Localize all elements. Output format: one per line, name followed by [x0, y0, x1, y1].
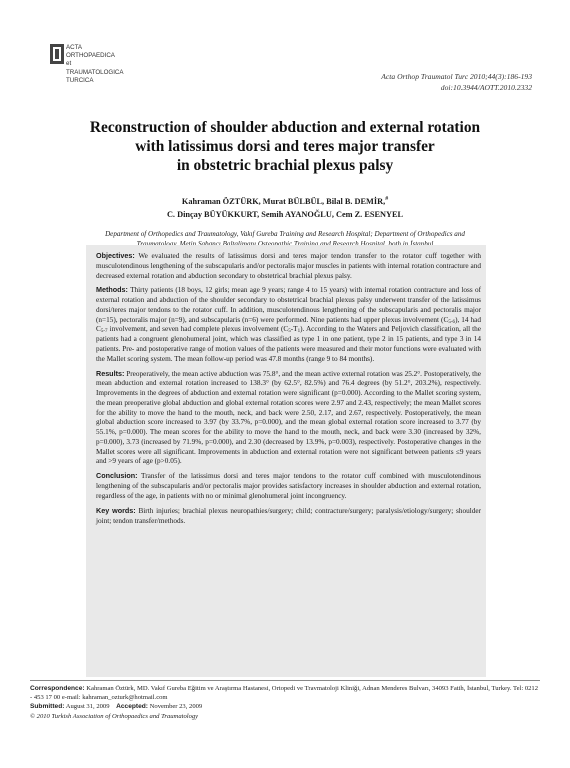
- methods-text: Thirty patients (18 boys, 12 girls; mean age 9 years; range 4 to 15 years) with internal rotation contracture and loss of external rotation and abduction of the shoulder secondary to obstetrical brachial plexus palsy underwent transfer of the latissimus dorsi/teres major tendons to the rotator cuff. In addition, musculotendinous lengthening of the subscapularis and pectoralis major (n=15), pectoralis major (n=9), and subscapularis (n=6) were performed. Nine patients had upper plexus involvement (C: [96, 286, 481, 324]
- logo-line: TURCICA: [66, 76, 94, 84]
- journal-citation: [381, 72, 532, 93]
- title-line-2: with latissimus dorsi and teres major transfer: [135, 138, 435, 155]
- abstract-objectives: [96, 251, 481, 281]
- methods-text: ), 14 had C: [96, 315, 481, 334]
- keywords-heading: Key words:: [96, 505, 136, 515]
- conclusion-text: Transfer of the latissimus dorsi and teres major tendons to the rotator cuff combined with musculotendinous lengthening of the subscapularis and/or pectoralis major provides satisfactory increases in shoulder abduction and external rotation, regardless of the age, in patients with no or minimal glenohumeral joint incongruency.: [96, 472, 482, 500]
- results-text: Preoperatively, the mean active abduction was 75.8°, and the mean active external rotation was 25.2°. Postoperatively, the mean abduction and external rotation increased to 138.3° (by 62.5°, 82.5%) and 76.4 degrees (by 51.2°, 203.2%), respectively. Improvements in the degrees of abduction and external rotation were significant (p=0.000). According to the Mallet scoring system, the mean preoperative global abduction and global external rotation scores were 2.97 and 2.43, respectively; the mean Mallet scores for the ability to move the hand to the mouth, neck, and back were 2.50, 2.17, and 2.67, respectively. Postoperatively, the mean global abduction score increased to 3.97 (by 33.7%, p=0.000), and the mean global external rotation score increased to 3.77 (by 55.1%, p=0.000). The mean scores for the ability to move the hand to the mouth, neck, and back were 3.30 (increased by 32%, p=0.000), 3.73 (increased by 71.9%, p=0.000), and 2.30 (decreased by 13.9%, p=0.003), respectively. Postoperative changes in the Mallet scores were all significant. Improvements in abduction and external rotation were not significant between patients ≤9 years and >9 years of age (p>0.05).: [96, 369, 482, 466]
- authors-line-2: C. Dinçay BÜYÜKKURT, Semih AYANOĞLU, Cem Z. ESENYEL: [166, 209, 404, 219]
- objectives-heading: Objectives:: [96, 251, 135, 260]
- methods-sub: 1: [297, 328, 301, 335]
- abstract-methods: [96, 285, 481, 364]
- title-line-3: in obstetric brachial plexus palsy: [176, 157, 394, 174]
- copyright: © 2010 Turkish Association of Orthopaedics and Traumatology: [30, 712, 199, 720]
- doi-line: doi:10.3944/AOTT.2010.2332: [440, 82, 532, 92]
- journal-logo-icon: [50, 44, 64, 64]
- logo-line: et: [66, 60, 72, 68]
- author-footnote-mark: #: [385, 196, 389, 203]
- objectives-text: We evaluated the results of latissimus dorsi and teres major tendon transfer to the rotator cuff together with musculotendinous lengthening of the subscapularis and/or pectoralis major muscles in patients with internal rotation contracture and decreased external rotation and abduction secondary to obstetrical brachial plexus palsy.: [96, 252, 481, 280]
- author-list: [0, 196, 570, 221]
- affiliation-line-1: Department of Orthopedics and Traumatology, Vakıf Gureba Training and Research Hospital; Department of Orthopedics and: [105, 230, 465, 238]
- correspondence-text: Kahraman Öztürk, MD. Vakıf Gureba Eğitim ve Araştırma Hastanesi, Ortopedi ve Travmatoloji Kliniği, Adnan Menderes Bulvarı, 34093 Fatih, İstanbul, Turkey. Tel: 0212 - 453 17 00 e-mail: kahraman_ozturk@hotmail.com: [30, 685, 539, 702]
- methods-text: ). According to the Waters and Peljovich classification, all the patients had a congruent glenohumeral joint, which was classified as type 1 in one patient, type 2 in 15 patients, and type 3 in 14 patients. Pre- and postoperative range of motion values of the patients were measured and their motor functions were evaluated with the Mallet scoring system. The mean follow-up period was 47.8 months (range 9 to 84 months).: [96, 325, 481, 363]
- methods-sub: 5-6: [448, 318, 456, 325]
- logo-line: TRAUMATOLOGICA: [66, 68, 124, 76]
- accepted-label: Accepted:: [116, 703, 148, 711]
- methods-heading: Methods:: [96, 285, 128, 295]
- correspondence-label: Correspondence:: [30, 685, 85, 692]
- logo-line: ORTHOPAEDICA: [66, 52, 115, 60]
- abstract-results: [96, 369, 481, 468]
- title-line-1: Reconstruction of shoulder abduction and external rotation: [89, 119, 481, 136]
- methods-sub: 5-7: [100, 328, 108, 335]
- footer-divider: [30, 680, 540, 681]
- accepted-date: November 23, 2009: [149, 703, 203, 711]
- authors-line-1: [0, 196, 570, 209]
- methods-text: involvement, and seven had complete plexus involvement (C: [107, 325, 289, 334]
- conclusion-heading: Conclusion:: [96, 471, 138, 481]
- citation-line: Acta Orthop Traumatol Turc 2010;44(3):186-193: [381, 72, 532, 81]
- keywords-text: Birth injuries; brachial plexus neuropathies/surgery; child; contracture/surgery; paralysis/etiology/surgery; shoulder joint; tendon transfer/methods.: [96, 506, 481, 525]
- methods-text: -T: [290, 325, 298, 334]
- submitted-label: Submitted:: [30, 703, 65, 711]
- abstract-keywords: [96, 506, 481, 527]
- submission-dates: [30, 702, 540, 711]
- abstract-body: [96, 251, 481, 530]
- authors-names-1: Kahraman ÖZTÜRK, Murat BÜLBÜL, Bilal B. DEMİR,: [181, 197, 386, 206]
- abstract-conclusion: [96, 471, 481, 501]
- journal-logo-text: [66, 44, 124, 85]
- article-title: [0, 118, 570, 175]
- correspondence: [30, 684, 540, 702]
- footer: [30, 684, 540, 721]
- results-heading: Results:: [96, 368, 125, 378]
- methods-sub: 5: [288, 328, 291, 335]
- submitted-date: August 31, 2009: [65, 703, 110, 711]
- logo-line: ACTA: [66, 44, 83, 51]
